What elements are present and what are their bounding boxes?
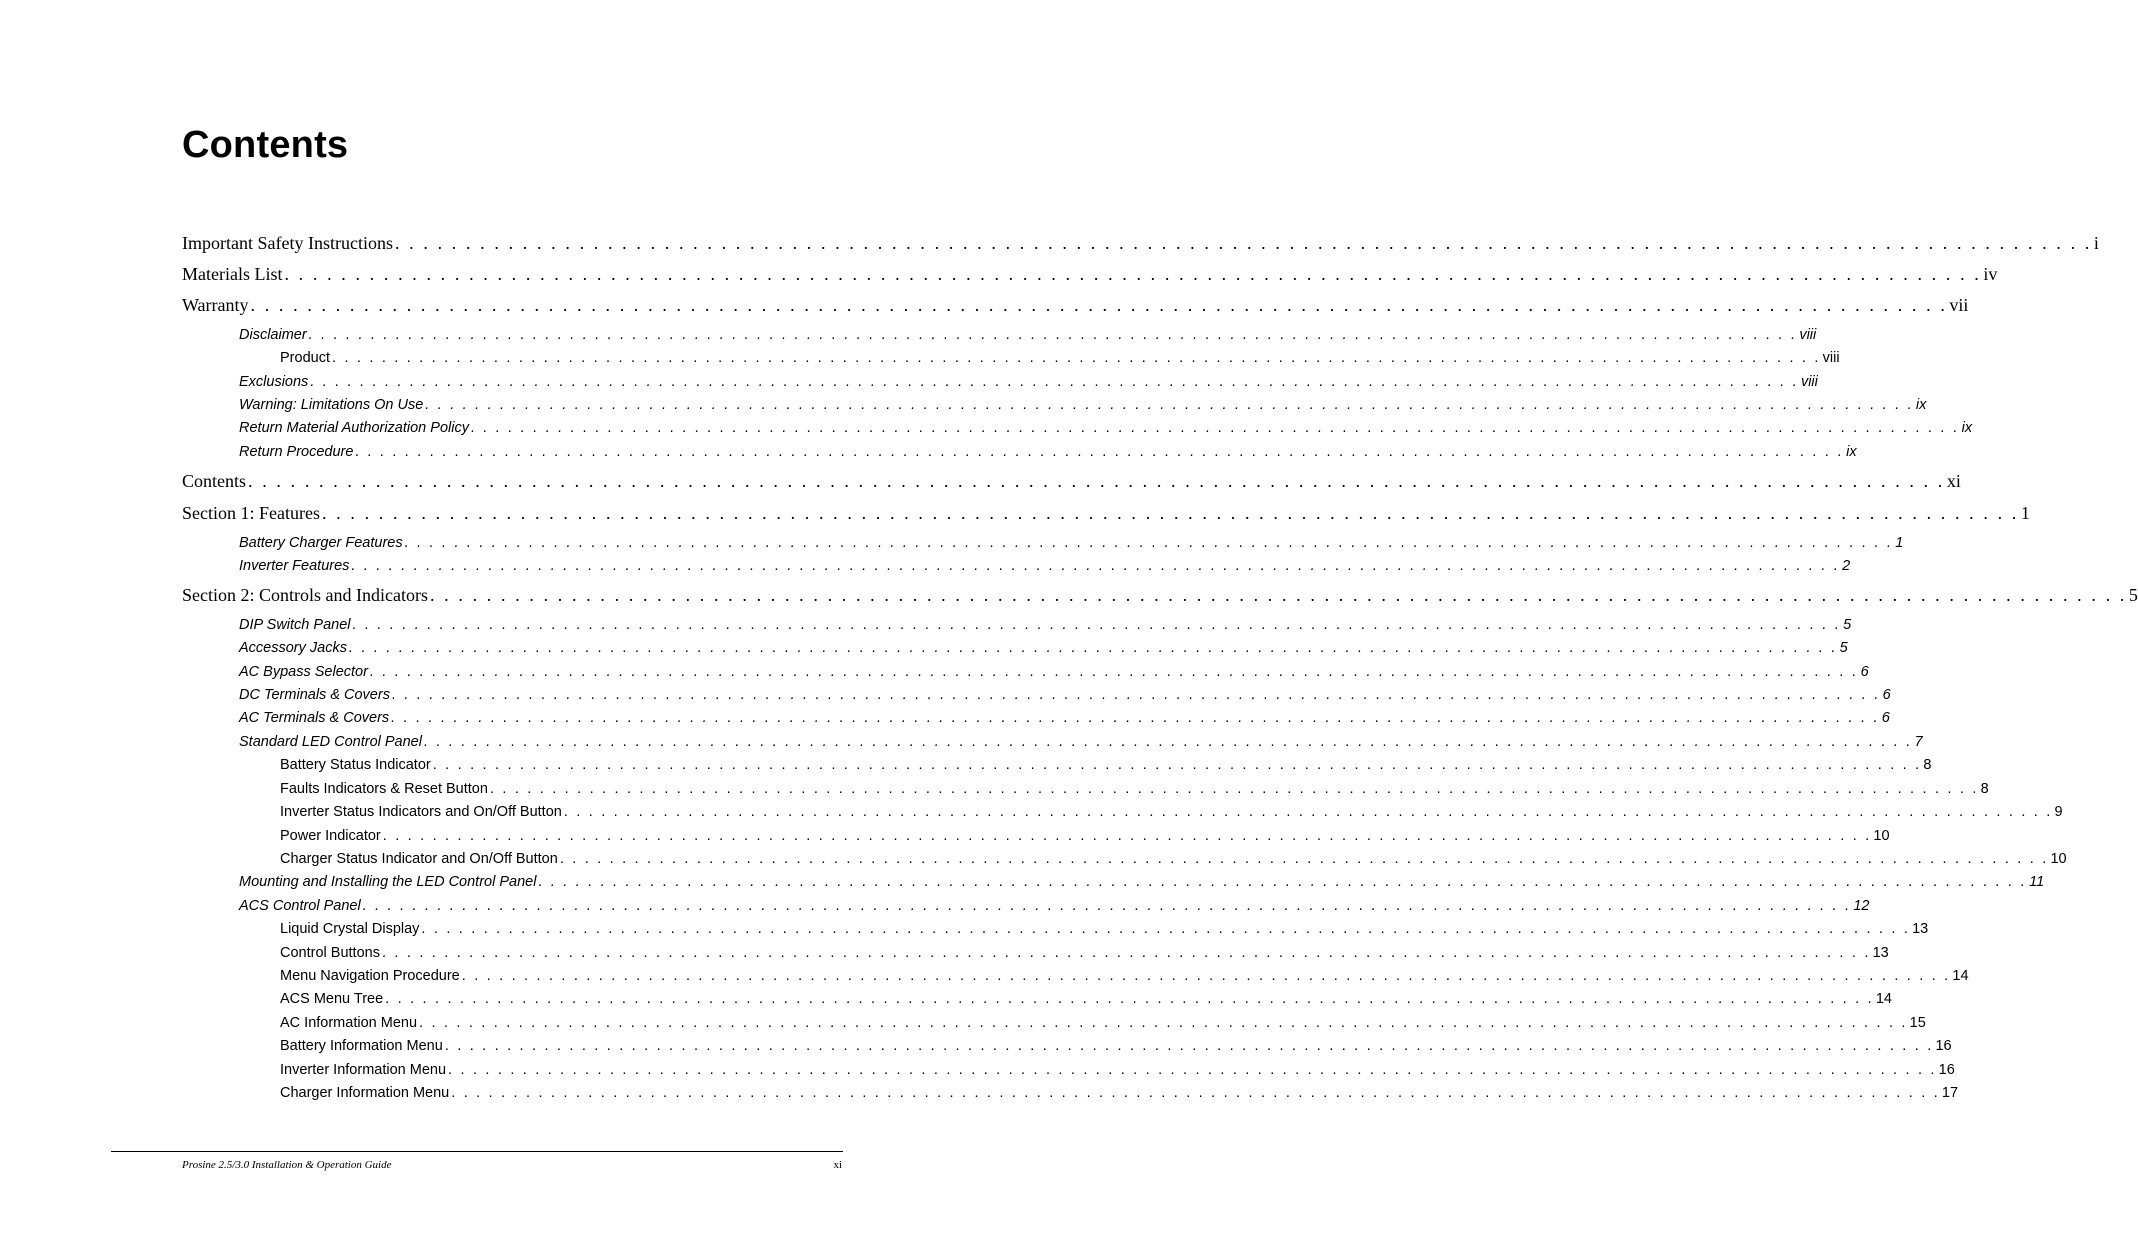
toc-dot-leader: . . . . . . . . . . . . . . . . . . . . . . . . . . . . . . . . . . . . . . . . . . . . . . . . . . . . . . . . . . . . . . . . . . . . . . . . . . . . . . . . . . . . . . . . . . . . . . . . . . . . . . . . . . . . . . . . . . . . . . . . bbox=[308, 327, 1798, 343]
toc-entry[interactable] bbox=[280, 826, 1890, 846]
toc-entry[interactable] bbox=[280, 755, 1932, 775]
toc-entry-page-number: 14 bbox=[1952, 968, 1969, 984]
toc-entry-page-number: 8 bbox=[1980, 781, 1989, 797]
toc-entry-page-number: viii bbox=[1799, 327, 1817, 343]
toc-entry[interactable] bbox=[239, 896, 1870, 916]
toc-entry-page-number: 17 bbox=[1941, 1085, 1959, 1101]
toc-entry[interactable] bbox=[239, 556, 1851, 576]
toc-dot-leader: . . . . . . . . . . . . . . . . . . . . . . . . . . . . . . . . . . . . . . . . . . . . . . . . . . . . . . . . . . . . . . . . . . . . . . . . . . . . . . . . . . . . . . . . . . . . . . . . . . . . . . . . . . . . . . . . . . . . . . . . bbox=[310, 374, 1799, 390]
toc-entry-page-number: viii bbox=[1800, 374, 1818, 390]
toc-entry[interactable] bbox=[280, 348, 1840, 368]
toc-entry-label: Exclusions bbox=[239, 374, 309, 390]
toc-dot-leader: . . . . . . . . . . . . . . . . . . . . . . . . . . . . . . . . . . . . . . . . . . . . . . . . . . . . . . . . . . . . . . . . . . . . . . . . . . . . . . . . . . . . . . . . . . . . . . . . . . . . . . . . . . . . . . . . . . . . . . . . bbox=[461, 968, 1951, 984]
toc-entry-page-number: ix bbox=[1961, 420, 1973, 436]
toc-entry-page-number: 16 bbox=[1935, 1038, 1952, 1054]
toc-entry[interactable] bbox=[182, 261, 1998, 287]
toc-entry-label: Section 2: Controls and Indicators bbox=[182, 585, 428, 605]
toc-entry[interactable] bbox=[239, 708, 1890, 728]
toc-entry[interactable] bbox=[280, 1083, 1959, 1103]
toc-entry-label: Mounting and Installing the LED Control Panel bbox=[239, 874, 537, 890]
toc-dot-leader: . . . . . . . . . . . . . . . . . . . . . . . . . . . . . . . . . . . . . . . . . . . . . . . . . . . . . . . . . . . . . . . . . . . . . . . . . . . . . . . . . . . . . . . . . . . . . . . . . . . . . . . . . . . . . . . . . . . . . . . . bbox=[425, 397, 1914, 413]
toc-dot-leader: . . . . . . . . . . . . . . . . . . . . . . . . . . . . . . . . . . . . . . . . . . . . . . . . . . . . . . . . . . . . . . . . . . . . . . . . . . . . . . . . . . . . . . . . . . . . . . . . . . . . . . . . . . . . . . . . . . . . . . . . bbox=[355, 444, 1845, 460]
toc-entry-label: Menu Navigation Procedure bbox=[280, 968, 460, 984]
toc-entry-page-number: i bbox=[2093, 233, 2099, 253]
toc-dot-leader: . . . . . . . . . . . . . . . . . . . . . . . . . . . . . . . . . . . . . . . . . . . . . . . . . . . . . . . . . . . . . . . . . . . . . . . . . . . . . . . . . . . . . . . . . . . . . . . . . . . . . . . . . . . . . . . . . . . . . . . . bbox=[559, 851, 2049, 867]
toc-entry[interactable] bbox=[182, 500, 2030, 526]
toc-entry-page-number: 6 bbox=[1882, 687, 1891, 703]
toc-entry[interactable] bbox=[239, 533, 1904, 553]
toc-entry[interactable] bbox=[239, 325, 1817, 345]
toc-dot-leader: . . . . . . . . . . . . . . . . . . . . . . . . . . . . . . . . . . . . . . . . . . . . . . . . . . . . . . . . . . . . . . . . . . . . . . . . . . . . . . . . . . . . . . . . . . . . . . . . . . . . . . . . . . . . . . . . . . . . . . . . bbox=[250, 295, 1948, 315]
toc-dot-leader: . . . . . . . . . . . . . . . . . . . . . . . . . . . . . . . . . . . . . . . . . . . . . . . . . . . . . . . . . . . . . . . . . . . . . . . . . . . . . . . . . . . . . . . . . . . . . . . . . . . . . . . . . . . . . . . . . . . . . . . . bbox=[331, 350, 1821, 366]
toc-dot-leader: . . . . . . . . . . . . . . . . . . . . . . . . . . . . . . . . . . . . . . . . . . . . . . . . . . . . . . . . . . . . . . . . . . . . . . . . . . . . . . . . . . . . . . . . . . . . . . . . . . . . . . . . . . . . . . . . . . . . . . . . bbox=[421, 921, 1911, 937]
toc-dot-leader: . . . . . . . . . . . . . . . . . . . . . . . . . . . . . . . . . . . . . . . . . . . . . . . . . . . . . . . . . . . . . . . . . . . . . . . . . . . . . . . . . . . . . . . . . . . . . . . . . . . . . . . . . . . . . . . . . . . . . . . . bbox=[385, 991, 1874, 1007]
toc-entry-label: Warning: Limitations On Use bbox=[239, 397, 424, 413]
toc-entry-label: Product bbox=[280, 350, 330, 366]
toc-entry[interactable] bbox=[182, 230, 2099, 256]
toc-entry-label: Disclaimer bbox=[239, 327, 307, 343]
toc-entry-page-number: 5 bbox=[1839, 640, 1848, 656]
toc-dot-leader: . . . . . . . . . . . . . . . . . . . . . . . . . . . . . . . . . . . . . . . . . . . . . . . . . . . . . . . . . . . . . . . . . . . . . . . . . . . . . . . . . . . . . . . . . . . . . . . . . . . . . . . . . . . . . . . . . . . . . . . . bbox=[538, 874, 2028, 890]
toc-entry[interactable] bbox=[280, 943, 1889, 963]
toc-entry-page-number: viii bbox=[1822, 350, 1840, 366]
toc-entry-page-number: 8 bbox=[1923, 757, 1932, 773]
footer-divider bbox=[111, 1151, 843, 1152]
toc-dot-leader: . . . . . . . . . . . . . . . . . . . . . . . . . . . . . . . . . . . . . . . . . . . . . . . . . . . . . . . . . . . . . . . . . . . . . . . . . . . . . . . . . . . . . . . . . . . . . . . . . . . . . . . . . . . . . . . . . . . . . . . . bbox=[381, 945, 1871, 961]
toc-entry[interactable] bbox=[280, 989, 1892, 1009]
footer-document-title: Prosine 2.5/3.0 Installation & Operation Guide bbox=[182, 1159, 392, 1171]
toc-entry-page-number: ix bbox=[1846, 444, 1857, 460]
toc-dot-leader: . . . . . . . . . . . . . . . . . . . . . . . . . . . . . . . . . . . . . . . . . . . . . . . . . . . . . . . . . . . . . . . . . . . . . . . . . . . . . . . . . . . . . . . . . . . . . . . . . . . . . . . . . . . . . . . . . . . . . . . . bbox=[394, 233, 2092, 253]
toc-dot-leader: . . . . . . . . . . . . . . . . . . . . . . . . . . . . . . . . . . . . . . . . . . . . . . . . . . . . . . . . . . . . . . . . . . . . . . . . . . . . . . . . . . . . . . . . . . . . . . . . . . . . . . . . . . . . . . . . . . . . . . . . bbox=[423, 734, 1913, 750]
toc-entry[interactable] bbox=[239, 638, 1848, 658]
toc-entry-page-number: 10 bbox=[1873, 828, 1890, 844]
toc-entry-page-number: 10 bbox=[2050, 851, 2067, 867]
toc-dot-leader: . . . . . . . . . . . . . . . . . . . . . . . . . . . . . . . . . . . . . . . . . . . . . . . . . . . . . . . . . . . . . . . . . . . . . . . . . . . . . . . . . . . . . . . . . . . . . . . . . . . . . . . . . . . . . . . . . . . . . . . . bbox=[419, 1015, 1908, 1031]
toc-dot-leader: . . . . . . . . . . . . . . . . . . . . . . . . . . . . . . . . . . . . . . . . . . . . . . . . . . . . . . . . . . . . . . . . . . . . . . . . . . . . . . . . . . . . . . . . . . . . . . . . . . . . . . . . . . . . . . . . . . . . . . . . bbox=[563, 804, 2053, 820]
toc-entry-page-number: 7 bbox=[1914, 734, 1923, 750]
toc-entry-page-number: 9 bbox=[2054, 804, 2063, 820]
toc-entry-label: DC Terminals & Covers bbox=[239, 687, 390, 703]
toc-entry-page-number: iv bbox=[1983, 264, 1998, 284]
toc-dot-leader: . . . . . . . . . . . . . . . . . . . . . . . . . . . . . . . . . . . . . . . . . . . . . . . . . . . . . . . . . . . . . . . . . . . . . . . . . . . . . . . . . . . . . . . . . . . . . . . . . . . . . . . . . . . . . . . . . . . . . . . . bbox=[451, 1085, 1940, 1101]
toc-entry-label: AC Bypass Selector bbox=[239, 664, 368, 680]
toc-entry-page-number: 6 bbox=[1860, 664, 1869, 680]
toc-entry-page-number: xi bbox=[1946, 471, 1961, 491]
toc-entry-label: DIP Switch Panel bbox=[239, 617, 351, 633]
toc-dot-leader: . . . . . . . . . . . . . . . . . . . . . . . . . . . . . . . . . . . . . . . . . . . . . . . . . . . . . . . . . . . . . . . . . . . . . . . . . . . . . . . . . . . . . . . . . . . . . . . . . . . . . . . . . . . . . . . . . . . . . . . . bbox=[351, 558, 1841, 574]
toc-entry-page-number: 6 bbox=[1881, 710, 1890, 726]
toc-dot-leader: . . . . . . . . . . . . . . . . . . . . . . . . . . . . . . . . . . . . . . . . . . . . . . . . . . . . . . . . . . . . . . . . . . . . . . . . . . . . . . . . . . . . . . . . . . . . . . . . . . . . . . . . . . . . . . . . . . . . . . . . bbox=[432, 757, 1922, 773]
toc-entry-label: Warranty bbox=[182, 295, 249, 315]
toc-entry-label: Control Buttons bbox=[280, 945, 380, 961]
toc-entry[interactable] bbox=[239, 662, 1869, 682]
toc-entry-page-number: 1 bbox=[1895, 535, 1904, 551]
toc-entry-page-number: 5 bbox=[2128, 585, 2138, 605]
toc-entry-label: ACS Menu Tree bbox=[280, 991, 384, 1007]
toc-entry-label: Battery Charger Features bbox=[239, 535, 403, 551]
toc-entry[interactable] bbox=[280, 966, 1969, 986]
toc-entry-label: Materials List bbox=[182, 264, 283, 284]
toc-dot-leader: . . . . . . . . . . . . . . . . . . . . . . . . . . . . . . . . . . . . . . . . . . . . . . . . . . . . . . . . . . . . . . . . . . . . . . . . . . . . . . . . . . . . . . . . . . . . . . . . . . . . . . . . . . . . . . . . . . . . . . . . bbox=[444, 1038, 1934, 1054]
toc-entry-label: Charger Information Menu bbox=[280, 1085, 450, 1101]
toc-dot-leader: . . . . . . . . . . . . . . . . . . . . . . . . . . . . . . . . . . . . . . . . . . . . . . . . . . . . . . . . . . . . . . . . . . . . . . . . . . . . . . . . . . . . . . . . . . . . . . . . . . . . . . . . . . . . . . . . . . . . . . . . bbox=[284, 264, 1982, 284]
toc-entry-label: Inverter Status Indicators and On/Off Button bbox=[280, 804, 562, 820]
toc-dot-leader: . . . . . . . . . . . . . . . . . . . . . . . . . . . . . . . . . . . . . . . . . . . . . . . . . . . . . . . . . . . . . . . . . . . . . . . . . . . . . . . . . . . . . . . . . . . . . . . . . . . . . . . . . . . . . . . . . . . . . . . . bbox=[362, 898, 1852, 914]
toc-entry-label: Battery Information Menu bbox=[280, 1038, 443, 1054]
toc-dot-leader: . . . . . . . . . . . . . . . . . . . . . . . . . . . . . . . . . . . . . . . . . . . . . . . . . . . . . . . . . . . . . . . . . . . . . . . . . . . . . . . . . . . . . . . . . . . . . . . . . . . . . . . . . . . . . . . . . . . . . . . . bbox=[391, 710, 1880, 726]
toc-dot-leader: . . . . . . . . . . . . . . . . . . . . . . . . . . . . . . . . . . . . . . . . . . . . . . . . . . . . . . . . . . . . . . . . . . . . . . . . . . . . . . . . . . . . . . . . . . . . . . . . . . . . . . . . . . . . . . . . . . . . . . . . bbox=[448, 1062, 1937, 1078]
toc-entry[interactable] bbox=[239, 685, 1891, 705]
toc-entry[interactable] bbox=[239, 372, 1818, 392]
toc-entry[interactable] bbox=[182, 582, 2138, 608]
toc-entry-label: Contents bbox=[182, 471, 247, 491]
toc-entry-label: AC Information Menu bbox=[280, 1015, 418, 1031]
toc-entry[interactable] bbox=[182, 292, 1969, 318]
toc-entry-label: Liquid Crystal Display bbox=[280, 921, 420, 937]
toc-entry-label: Standard LED Control Panel bbox=[239, 734, 422, 750]
toc-dot-leader: . . . . . . . . . . . . . . . . . . . . . . . . . . . . . . . . . . . . . . . . . . . . . . . . . . . . . . . . . . . . . . . . . . . . . . . . . . . . . . . . . . . . . . . . . . . . . . . . . . . . . . . . . . . . . . . . . . . . . . . . bbox=[470, 420, 1960, 436]
toc-entry-page-number: 13 bbox=[1872, 945, 1889, 961]
toc-entry[interactable] bbox=[280, 802, 2063, 822]
toc-entry-page-number: 14 bbox=[1875, 991, 1892, 1007]
toc-entry[interactable] bbox=[239, 872, 2045, 892]
toc-entry[interactable] bbox=[239, 442, 1857, 462]
toc-entry-page-number: 16 bbox=[1938, 1062, 1955, 1078]
toc-entry-label: ACS Control Panel bbox=[239, 898, 361, 914]
toc-entry-label: Section 1: Features bbox=[182, 503, 320, 523]
toc-entry-label: AC Terminals & Covers bbox=[239, 710, 390, 726]
toc-dot-leader: . . . . . . . . . . . . . . . . . . . . . . . . . . . . . . . . . . . . . . . . . . . . . . . . . . . . . . . . . . . . . . . . . . . . . . . . . . . . . . . . . . . . . . . . . . . . . . . . . . . . . . . . . . . . . . . . . . . . . . . . bbox=[429, 585, 2127, 605]
toc-entry[interactable] bbox=[280, 849, 2067, 869]
toc-dot-leader: . . . . . . . . . . . . . . . . . . . . . . . . . . . . . . . . . . . . . . . . . . . . . . . . . . . . . . . . . . . . . . . . . . . . . . . . . . . . . . . . . . . . . . . . . . . . . . . . . . . . . . . . . . . . . . . . . . . . . . . . bbox=[321, 503, 2019, 523]
toc-entry[interactable] bbox=[280, 1060, 1955, 1080]
toc-entry-page-number: 12 bbox=[1853, 898, 1870, 914]
toc-entry-label: Faults Indicators & Reset Button bbox=[280, 781, 488, 797]
toc-entry-page-number: 11 bbox=[2029, 874, 2045, 890]
toc-entry[interactable] bbox=[239, 615, 1852, 635]
toc-entry[interactable] bbox=[239, 418, 1973, 438]
page-title: Contents bbox=[182, 124, 349, 166]
toc-entry[interactable] bbox=[280, 919, 1929, 939]
toc-entry-label: Inverter Information Menu bbox=[280, 1062, 447, 1078]
toc-entry-label: Return Procedure bbox=[239, 444, 354, 460]
toc-entry-page-number: ix bbox=[1915, 397, 1927, 413]
toc-dot-leader: . . . . . . . . . . . . . . . . . . . . . . . . . . . . . . . . . . . . . . . . . . . . . . . . . . . . . . . . . . . . . . . . . . . . . . . . . . . . . . . . . . . . . . . . . . . . . . . . . . . . . . . . . . . . . . . . . . . . . . . . bbox=[489, 781, 1979, 797]
footer-page-number: xi bbox=[833, 1159, 842, 1171]
toc-entry[interactable] bbox=[280, 779, 1989, 799]
toc-entry-label: Power Indicator bbox=[280, 828, 381, 844]
toc-dot-leader: . . . . . . . . . . . . . . . . . . . . . . . . . . . . . . . . . . . . . . . . . . . . . . . . . . . . . . . . . . . . . . . . . . . . . . . . . . . . . . . . . . . . . . . . . . . . . . . . . . . . . . . . . . . . . . . . . . . . . . . . bbox=[248, 471, 1945, 491]
toc-dot-leader: . . . . . . . . . . . . . . . . . . . . . . . . . . . . . . . . . . . . . . . . . . . . . . . . . . . . . . . . . . . . . . . . . . . . . . . . . . . . . . . . . . . . . . . . . . . . . . . . . . . . . . . . . . . . . . . . . . . . . . . . bbox=[382, 828, 1872, 844]
toc-dot-leader: . . . . . . . . . . . . . . . . . . . . . . . . . . . . . . . . . . . . . . . . . . . . . . . . . . . . . . . . . . . . . . . . . . . . . . . . . . . . . . . . . . . . . . . . . . . . . . . . . . . . . . . . . . . . . . . . . . . . . . . . bbox=[369, 664, 1859, 680]
toc-entry-page-number: 13 bbox=[1912, 921, 1929, 937]
toc-entry[interactable] bbox=[239, 395, 1927, 415]
toc-entry-page-number: 1 bbox=[2020, 503, 2030, 523]
toc-entry[interactable] bbox=[280, 1036, 1952, 1056]
toc-entry-label: Charger Status Indicator and On/Off Button bbox=[280, 851, 558, 867]
toc-entry-label: Return Material Authorization Policy bbox=[239, 420, 469, 436]
toc-entry-label: Battery Status Indicator bbox=[280, 757, 431, 773]
toc-entry-label: Accessory Jacks bbox=[239, 640, 347, 656]
toc-entry-label: Inverter Features bbox=[239, 558, 350, 574]
toc-dot-leader: . . . . . . . . . . . . . . . . . . . . . . . . . . . . . . . . . . . . . . . . . . . . . . . . . . . . . . . . . . . . . . . . . . . . . . . . . . . . . . . . . . . . . . . . . . . . . . . . . . . . . . . . . . . . . . . . . . . . . . . . bbox=[348, 640, 1838, 656]
toc-entry-page-number: 15 bbox=[1909, 1015, 1926, 1031]
toc-entry-page-number: vii bbox=[1949, 295, 1969, 315]
toc-entry-label: Important Safety Instructions bbox=[182, 233, 393, 253]
toc-dot-leader: . . . . . . . . . . . . . . . . . . . . . . . . . . . . . . . . . . . . . . . . . . . . . . . . . . . . . . . . . . . . . . . . . . . . . . . . . . . . . . . . . . . . . . . . . . . . . . . . . . . . . . . . . . . . . . . . . . . . . . . . bbox=[404, 535, 1894, 551]
toc-entry[interactable] bbox=[239, 732, 1923, 752]
toc-dot-leader: . . . . . . . . . . . . . . . . . . . . . . . . . . . . . . . . . . . . . . . . . . . . . . . . . . . . . . . . . . . . . . . . . . . . . . . . . . . . . . . . . . . . . . . . . . . . . . . . . . . . . . . . . . . . . . . . . . . . . . . . bbox=[391, 687, 1881, 703]
toc-entry[interactable] bbox=[280, 1013, 1926, 1033]
toc-entry-page-number: 5 bbox=[1843, 617, 1852, 633]
toc-dot-leader: . . . . . . . . . . . . . . . . . . . . . . . . . . . . . . . . . . . . . . . . . . . . . . . . . . . . . . . . . . . . . . . . . . . . . . . . . . . . . . . . . . . . . . . . . . . . . . . . . . . . . . . . . . . . . . . . . . . . . . . . bbox=[352, 617, 1842, 633]
toc-entry[interactable] bbox=[182, 468, 1961, 494]
toc-entry-page-number: 2 bbox=[1842, 558, 1851, 574]
